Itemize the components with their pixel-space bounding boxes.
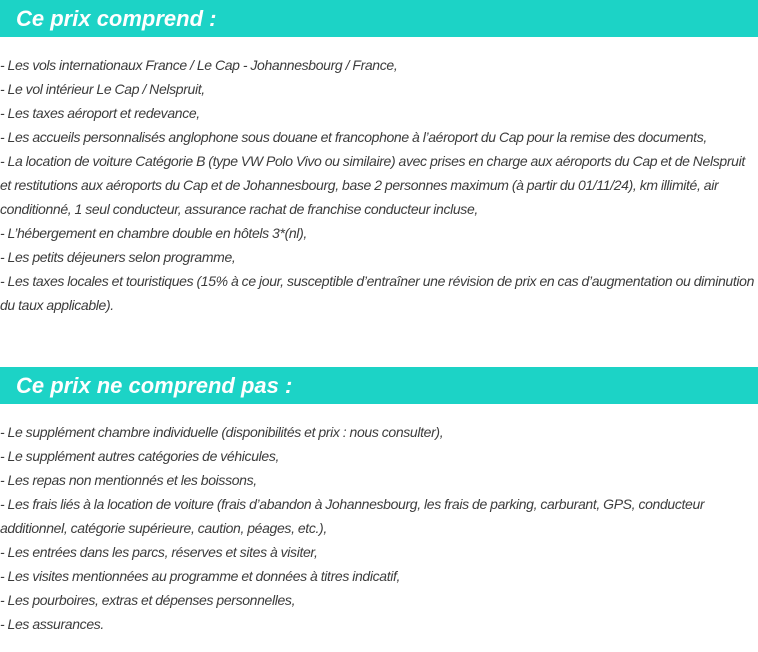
included-items-list bbox=[0, 53, 758, 317]
list-item: - Les entrées dans les parcs, réserves et sites à visiter, bbox=[0, 544, 318, 560]
list-item: - Le supplément autres catégories de véhicules, bbox=[0, 448, 280, 464]
list-item: - Les repas non mentionnés et les boissons, bbox=[0, 472, 257, 488]
list-item: - Le vol intérieur Le Cap / Nelspruit, bbox=[0, 81, 205, 97]
list-item: - Les assurances. bbox=[0, 616, 104, 632]
list-item: - Les taxes locales et touristiques (15% à ce jour, susceptible d’entraîner une révision de prix en cas d’augmentation ou diminution du taux applicable). bbox=[0, 273, 755, 313]
list-item: - Les visites mentionnées au programme et données à titres indicatif, bbox=[0, 568, 401, 584]
list-item: - Les pourboires, extras et dépenses personnelles, bbox=[0, 592, 296, 608]
included-section-title: Ce prix comprend : bbox=[0, 0, 758, 37]
list-item: - Les accueils personnalisés anglophone sous douane et francophone à l’aéroport du Cap pour la remise des documents, bbox=[0, 129, 707, 145]
list-item: - Le supplément chambre individuelle (disponibilités et prix : nous consulter), bbox=[0, 424, 444, 440]
list-item: - Les frais liés à la location de voiture (frais d’abandon à Johannesbourg, les frais de parking, carburant, GPS, conducteur additionnel, catégorie supérieure, caution, péages, etc.), bbox=[0, 496, 705, 536]
list-item: - Les vols internationaux France / Le Cap - Johannesbourg / France, bbox=[0, 57, 398, 73]
list-item: - Les taxes aéroport et redevance, bbox=[0, 105, 200, 121]
list-item: - Les petits déjeuners selon programme, bbox=[0, 249, 236, 265]
list-item: - L’hébergement en chambre double en hôtels 3*(nl), bbox=[0, 225, 307, 241]
list-item: - La location de voiture Catégorie B (type VW Polo Vivo ou similaire) avec prises en charge aux aéroports du Cap et de Nelspruit et restitutions aux aéroports du Cap et de Johannesbourg, base 2 personnes maximum (à partir du 01/11/24), km illimité, air conditionné, 1 seul conducteur, assurance rachat de franchise conducteur incluse, bbox=[0, 153, 745, 217]
excluded-section-title: Ce prix ne comprend pas : bbox=[0, 367, 758, 404]
excluded-items-list bbox=[0, 420, 758, 636]
